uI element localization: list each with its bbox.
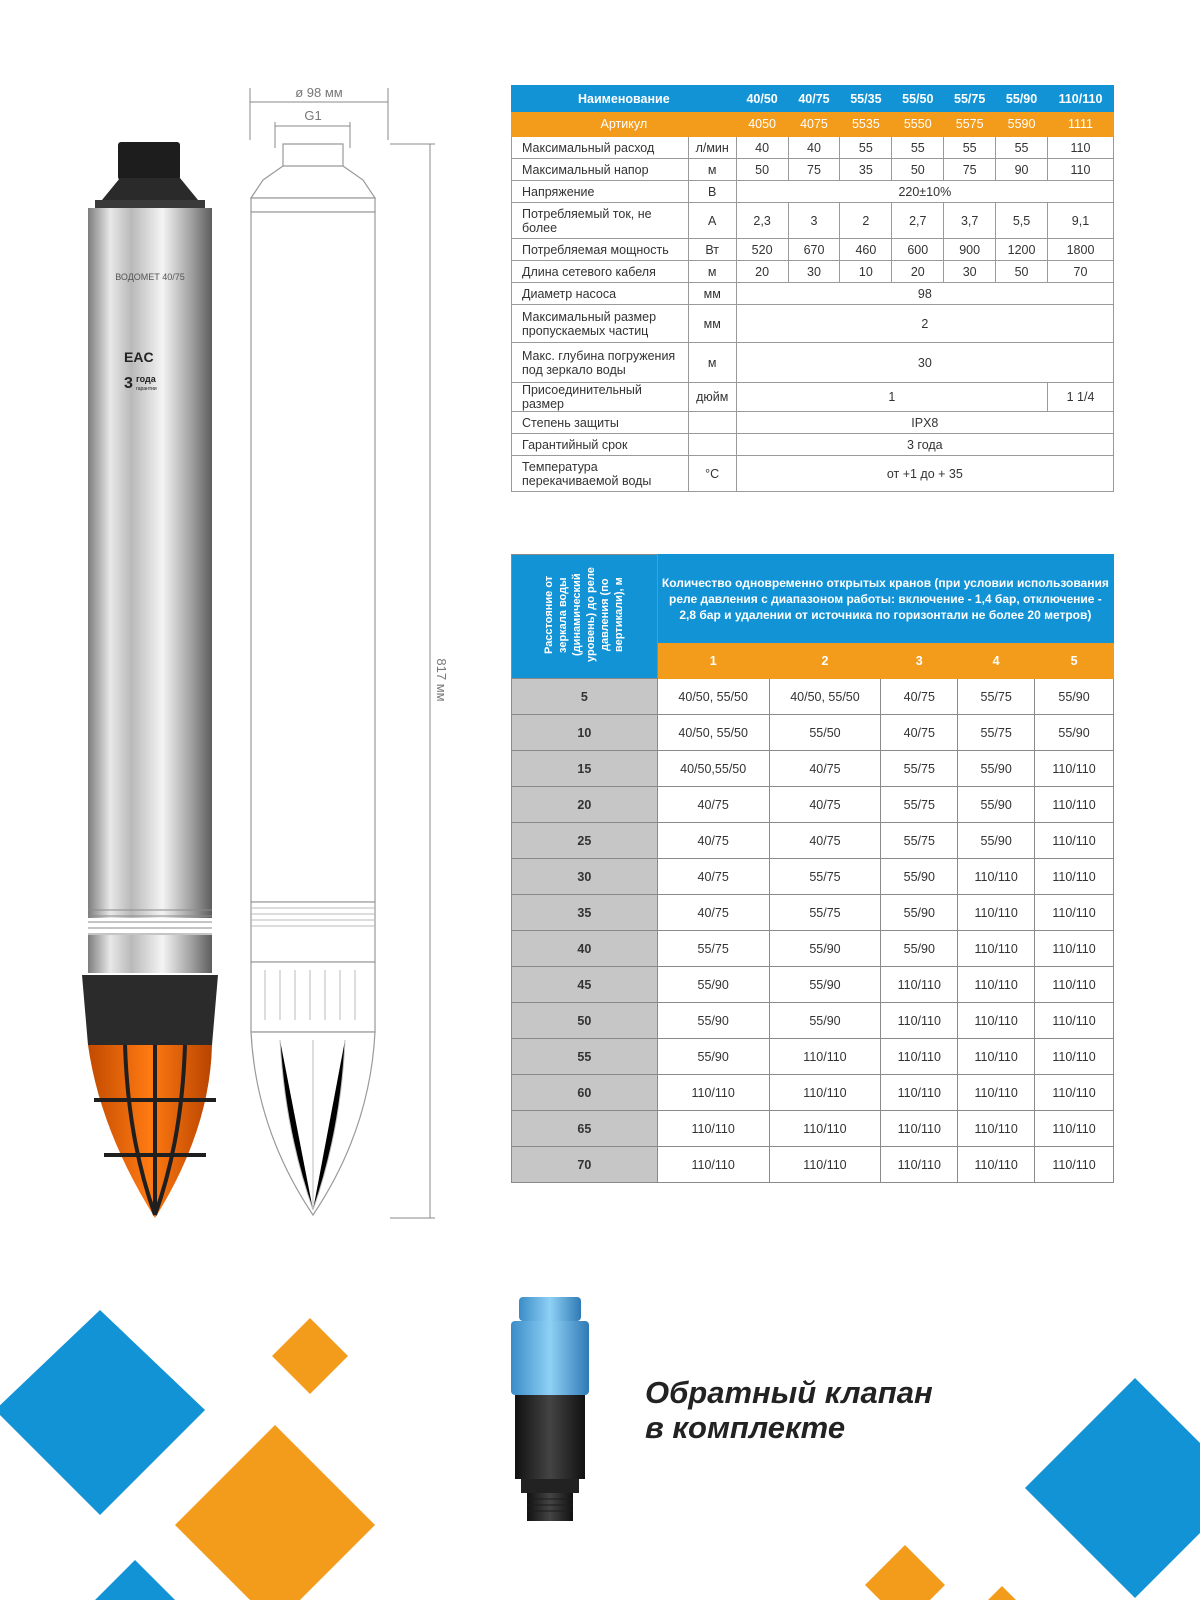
spec-value: 900 xyxy=(944,239,996,261)
model-recommendation-cell: 40/50, 55/50 xyxy=(769,679,881,715)
model-cell: 40/75 xyxy=(788,86,840,112)
distance-cell: 60 xyxy=(512,1075,658,1111)
model-recommendation-cell: 110/110 xyxy=(881,1039,958,1075)
spec-label: Диаметр насоса xyxy=(512,283,689,305)
spec-label: Температура перекачиваемой воды xyxy=(512,456,689,492)
spec-header-row xyxy=(512,86,1114,112)
model-recommendation-cell: 55/75 xyxy=(958,715,1035,751)
table-row xyxy=(512,1147,1114,1183)
model-recommendation-cell: 40/75 xyxy=(657,859,769,895)
model-recommendation-cell: 110/110 xyxy=(1035,931,1114,967)
spec-value: 50 xyxy=(996,261,1048,283)
spec-row-diameter xyxy=(512,283,1114,305)
spec-label: Максимальный напор xyxy=(512,159,689,181)
article-cell: 5590 xyxy=(996,112,1048,137)
model-recommendation-cell: 55/75 xyxy=(769,895,881,931)
spec-value: 2,7 xyxy=(892,203,944,239)
distance-cell: 40 xyxy=(512,931,658,967)
tap-count: 3 xyxy=(881,643,958,679)
model-recommendation-cell: 40/75 xyxy=(657,823,769,859)
distance-cell: 35 xyxy=(512,895,658,931)
spec-unit: °С xyxy=(688,456,736,492)
model-recommendation-cell: 110/110 xyxy=(1035,751,1114,787)
spec-value: 70 xyxy=(1048,261,1114,283)
pump-technical-drawing xyxy=(225,80,455,1230)
spec-label: Максимальный расход xyxy=(512,137,689,159)
model-recommendation-cell: 110/110 xyxy=(958,1147,1035,1183)
model-recommendation-cell: 110/110 xyxy=(881,1111,958,1147)
spec-value: 220±10% xyxy=(736,181,1113,203)
spec-label: Присоединительный размер xyxy=(512,383,689,412)
model-recommendation-cell: 55/90 xyxy=(881,931,958,967)
warranty-word: года xyxy=(136,374,156,384)
spec-label: Гарантийный срок xyxy=(512,434,689,456)
spec-value: 55 xyxy=(892,137,944,159)
distance-cell: 50 xyxy=(512,1003,658,1039)
model-recommendation-cell: 55/90 xyxy=(1035,679,1114,715)
length-dimension: 817 мм xyxy=(434,658,449,702)
spec-label: Длина сетевого кабеля xyxy=(512,261,689,283)
selection-table xyxy=(511,554,1114,1183)
model-recommendation-cell: 110/110 xyxy=(881,967,958,1003)
spec-unit: В xyxy=(688,181,736,203)
distance-cell: 15 xyxy=(512,751,658,787)
table-row xyxy=(512,751,1114,787)
spec-value: 30 xyxy=(736,343,1113,383)
spec-value: 40 xyxy=(788,137,840,159)
model-recommendation-cell: 55/50 xyxy=(769,715,881,751)
spec-value: от +1 до + 35 xyxy=(736,456,1113,492)
distance-header-cell xyxy=(512,555,658,679)
spec-value: 9,1 xyxy=(1048,203,1114,239)
table-row xyxy=(512,895,1114,931)
model-recommendation-cell: 40/50,55/50 xyxy=(657,751,769,787)
model-recommendation-cell: 110/110 xyxy=(1035,823,1114,859)
model-recommendation-cell: 110/110 xyxy=(958,1111,1035,1147)
model-cell: 40/50 xyxy=(736,86,788,112)
eac-mark: EAC xyxy=(124,349,154,365)
model-cell: 55/35 xyxy=(840,86,892,112)
pump-model-label: ВОДОМЕТ 40/75 xyxy=(115,272,185,282)
model-recommendation-cell: 110/110 xyxy=(1035,1111,1114,1147)
model-recommendation-cell: 55/90 xyxy=(769,931,881,967)
model-recommendation-cell: 40/75 xyxy=(881,715,958,751)
model-recommendation-cell: 110/110 xyxy=(1035,967,1114,1003)
model-recommendation-cell: 55/75 xyxy=(881,751,958,787)
spec-label: Макс. глубина погружения под зеркало воды xyxy=(512,343,689,383)
model-recommendation-cell: 55/75 xyxy=(881,823,958,859)
model-recommendation-cell: 110/110 xyxy=(769,1147,881,1183)
spec-row-max-flow xyxy=(512,137,1114,159)
model-recommendation-cell: 110/110 xyxy=(958,1039,1035,1075)
spec-row-protection xyxy=(512,412,1114,434)
article-cell: 5535 xyxy=(840,112,892,137)
model-recommendation-cell: 110/110 xyxy=(769,1111,881,1147)
article-cell: 5550 xyxy=(892,112,944,137)
model-recommendation-cell: 110/110 xyxy=(769,1039,881,1075)
spec-row-warranty xyxy=(512,434,1114,456)
spec-value: 50 xyxy=(892,159,944,181)
spec-value: 5,5 xyxy=(996,203,1048,239)
model-recommendation-cell: 55/90 xyxy=(657,967,769,1003)
article-cell: 1111 xyxy=(1048,112,1114,137)
spec-value: 2,3 xyxy=(736,203,788,239)
spec-value: 98 xyxy=(736,283,1113,305)
model-recommendation-cell: 55/90 xyxy=(958,751,1035,787)
model-recommendation-cell: 110/110 xyxy=(1035,859,1114,895)
spec-unit xyxy=(688,434,736,456)
spec-value: 55 xyxy=(944,137,996,159)
table-row xyxy=(512,1111,1114,1147)
spec-value: 670 xyxy=(788,239,840,261)
spec-label: Максимальный размер пропускаемых частиц xyxy=(512,305,689,343)
article-cell: 4050 xyxy=(736,112,788,137)
model-recommendation-cell: 40/75 xyxy=(769,751,881,787)
spec-value: 3 xyxy=(788,203,840,239)
spec-value: 30 xyxy=(944,261,996,283)
model-recommendation-cell: 40/75 xyxy=(657,895,769,931)
distance-cell: 25 xyxy=(512,823,658,859)
model-recommendation-cell: 55/90 xyxy=(881,859,958,895)
article-label: Артикул xyxy=(512,112,737,137)
caption-line-2: в комплекте xyxy=(645,1410,846,1445)
spec-row-max-head xyxy=(512,159,1114,181)
spec-value: 35 xyxy=(840,159,892,181)
diameter-dimension: ø 98 мм xyxy=(295,85,343,100)
model-recommendation-cell: 110/110 xyxy=(1035,787,1114,823)
spec-header-label: Наименование xyxy=(512,86,737,112)
model-recommendation-cell: 40/75 xyxy=(881,679,958,715)
spec-unit: А xyxy=(688,203,736,239)
spec-row-particles xyxy=(512,305,1114,343)
spec-value: 3 года xyxy=(736,434,1113,456)
distance-cell: 5 xyxy=(512,679,658,715)
spec-unit: дюйм xyxy=(688,383,736,412)
article-cell: 4075 xyxy=(788,112,840,137)
model-recommendation-cell: 110/110 xyxy=(1035,1147,1114,1183)
spec-value: 110 xyxy=(1048,159,1114,181)
model-recommendation-cell: 110/110 xyxy=(881,1075,958,1111)
spec-value: 1800 xyxy=(1048,239,1114,261)
model-recommendation-cell: 110/110 xyxy=(1035,895,1114,931)
distance-cell: 70 xyxy=(512,1147,658,1183)
model-recommendation-cell: 110/110 xyxy=(881,1147,958,1183)
table-row xyxy=(512,823,1114,859)
spec-row-voltage xyxy=(512,181,1114,203)
spec-unit: м xyxy=(688,159,736,181)
model-cell: 55/90 xyxy=(996,86,1048,112)
spec-value: 75 xyxy=(788,159,840,181)
spec-value: 520 xyxy=(736,239,788,261)
distance-cell: 55 xyxy=(512,1039,658,1075)
model-cell: 55/50 xyxy=(892,86,944,112)
spec-unit: мм xyxy=(688,305,736,343)
model-recommendation-cell: 40/50, 55/50 xyxy=(657,679,769,715)
pump-photo xyxy=(80,140,230,1230)
spec-unit: м xyxy=(688,343,736,383)
spec-value: IPX8 xyxy=(736,412,1113,434)
spec-article-row xyxy=(512,112,1114,137)
model-recommendation-cell: 55/90 xyxy=(657,1003,769,1039)
table-row xyxy=(512,967,1114,1003)
spec-value: 3,7 xyxy=(944,203,996,239)
model-cell: 110/110 xyxy=(1048,86,1114,112)
check-valve-image xyxy=(505,1295,595,1525)
spec-table xyxy=(511,85,1114,492)
article-cell: 5575 xyxy=(944,112,996,137)
check-valve-caption xyxy=(645,1375,933,1445)
model-recommendation-cell: 55/90 xyxy=(958,787,1035,823)
model-recommendation-cell: 40/75 xyxy=(657,787,769,823)
model-recommendation-cell: 110/110 xyxy=(958,1003,1035,1039)
thread-dimension: G1 xyxy=(304,108,322,123)
model-recommendation-cell: 55/90 xyxy=(958,823,1035,859)
model-recommendation-cell: 55/75 xyxy=(881,787,958,823)
model-recommendation-cell: 40/75 xyxy=(769,823,881,859)
model-recommendation-cell: 55/90 xyxy=(1035,715,1114,751)
spec-value: 50 xyxy=(736,159,788,181)
spec-label: Степень защиты xyxy=(512,412,689,434)
model-recommendation-cell: 110/110 xyxy=(958,1075,1035,1111)
model-recommendation-cell: 110/110 xyxy=(657,1147,769,1183)
spec-label: Потребляемая мощность xyxy=(512,239,689,261)
model-recommendation-cell: 55/90 xyxy=(881,895,958,931)
spec-value: 40 xyxy=(736,137,788,159)
spec-row-temperature xyxy=(512,456,1114,492)
model-cell: 55/75 xyxy=(944,86,996,112)
spec-value: 20 xyxy=(736,261,788,283)
warranty-sub: гарантии xyxy=(136,386,157,392)
model-recommendation-cell: 40/50, 55/50 xyxy=(657,715,769,751)
taps-header: Количество одновременно открытых кранов (при условии использования реле давления с диапазоном работы: включение - 1,4 бар, отключение - 2,8 бар и удалении от источника по горизонтали не более 20 метров) xyxy=(657,555,1113,643)
model-recommendation-cell: 55/90 xyxy=(769,967,881,1003)
spec-label: Напряжение xyxy=(512,181,689,203)
model-recommendation-cell: 40/75 xyxy=(769,787,881,823)
spec-value: 1200 xyxy=(996,239,1048,261)
model-recommendation-cell: 110/110 xyxy=(958,967,1035,1003)
model-recommendation-cell: 110/110 xyxy=(1035,1039,1114,1075)
spec-row-current xyxy=(512,203,1114,239)
spec-value: 1 xyxy=(736,383,1047,412)
spec-value: 2 xyxy=(736,305,1113,343)
model-recommendation-cell: 110/110 xyxy=(881,1003,958,1039)
distance-cell: 20 xyxy=(512,787,658,823)
spec-unit: л/мин xyxy=(688,137,736,159)
model-recommendation-cell: 110/110 xyxy=(1035,1075,1114,1111)
table-row xyxy=(512,931,1114,967)
table-row xyxy=(512,715,1114,751)
spec-value: 55 xyxy=(996,137,1048,159)
model-recommendation-cell: 110/110 xyxy=(657,1075,769,1111)
spec-row-connection xyxy=(512,383,1114,412)
selection-body xyxy=(512,679,1114,1183)
model-recommendation-cell: 110/110 xyxy=(657,1111,769,1147)
model-recommendation-cell: 110/110 xyxy=(958,895,1035,931)
table-row xyxy=(512,1003,1114,1039)
spec-value: 55 xyxy=(840,137,892,159)
spec-value: 110 xyxy=(1048,137,1114,159)
table-row xyxy=(512,787,1114,823)
spec-unit xyxy=(688,412,736,434)
spec-row-power xyxy=(512,239,1114,261)
model-recommendation-cell: 55/75 xyxy=(958,679,1035,715)
spec-value: 20 xyxy=(892,261,944,283)
distance-cell: 30 xyxy=(512,859,658,895)
model-recommendation-cell: 55/90 xyxy=(769,1003,881,1039)
table-row xyxy=(512,1075,1114,1111)
spec-value: 1 1/4 xyxy=(1048,383,1114,412)
model-recommendation-cell: 55/90 xyxy=(657,1039,769,1075)
spec-row-depth xyxy=(512,343,1114,383)
model-recommendation-cell: 110/110 xyxy=(958,859,1035,895)
distance-header: Расстояние от зеркала воды (динамический уровень) до реле давления (по вертикали), м xyxy=(543,567,626,663)
spec-value: 2 xyxy=(840,203,892,239)
spec-row-cable xyxy=(512,261,1114,283)
spec-value: 600 xyxy=(892,239,944,261)
spec-unit: Вт xyxy=(688,239,736,261)
distance-cell: 45 xyxy=(512,967,658,1003)
model-recommendation-cell: 55/75 xyxy=(657,931,769,967)
spec-label: Потребляемый ток, не более xyxy=(512,203,689,239)
spec-value: 75 xyxy=(944,159,996,181)
spec-unit: мм xyxy=(688,283,736,305)
model-recommendation-cell: 110/110 xyxy=(769,1075,881,1111)
model-recommendation-cell: 110/110 xyxy=(958,931,1035,967)
spec-unit: м xyxy=(688,261,736,283)
warranty-number: 3 xyxy=(124,375,133,392)
tap-count: 2 xyxy=(769,643,881,679)
spec-value: 30 xyxy=(788,261,840,283)
spec-value: 10 xyxy=(840,261,892,283)
table-row xyxy=(512,859,1114,895)
caption-line-1: Обратный клапан xyxy=(645,1375,933,1410)
model-recommendation-cell: 55/75 xyxy=(769,859,881,895)
spec-value: 460 xyxy=(840,239,892,261)
table-row xyxy=(512,1039,1114,1075)
model-recommendation-cell: 110/110 xyxy=(1035,1003,1114,1039)
tap-count: 5 xyxy=(1035,643,1114,679)
tap-count: 4 xyxy=(958,643,1035,679)
spec-value: 90 xyxy=(996,159,1048,181)
distance-cell: 65 xyxy=(512,1111,658,1147)
table-row xyxy=(512,679,1114,715)
tap-count: 1 xyxy=(657,643,769,679)
distance-cell: 10 xyxy=(512,715,658,751)
